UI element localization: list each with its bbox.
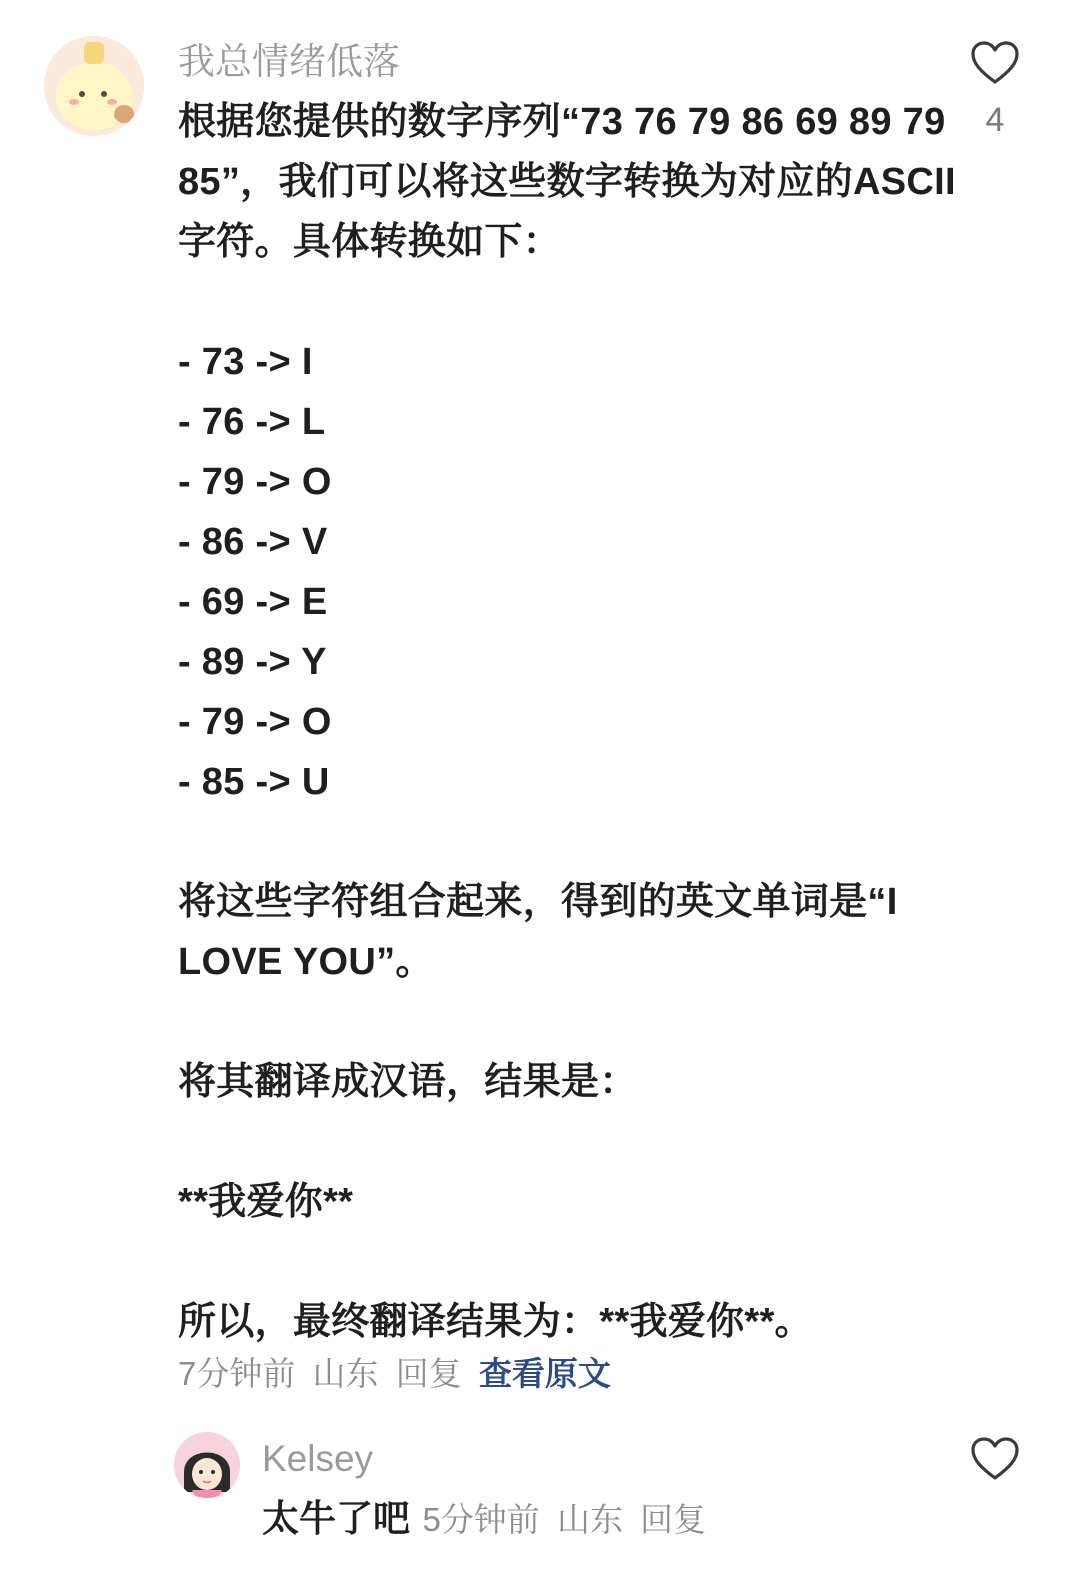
avatar[interactable] [44,36,144,136]
comment-location: 山东 [312,1355,379,1392]
comment-paragraph: - 89 -> Y [178,641,327,683]
view-original-link[interactable]: 查看原文 [478,1355,611,1392]
reply-like-button[interactable] [970,1436,1020,1487]
comment-time: 7分钟前 [178,1355,296,1392]
paragraph-gap [178,1232,958,1292]
paragraph-gap [178,812,958,872]
comment-paragraph: **我爱你** [178,1181,354,1223]
reply-content [262,1496,714,1550]
comment-paragraph: 根据您提供的数字序列“73 76 79 86 69 89 79 85”，我们可以将这些数字转换为对应的ASCII字符。具体转换如下： [178,101,956,263]
comment-paragraph: - 79 -> O [178,701,332,743]
reply-meta [422,1501,714,1538]
reply-text: 太牛了吧 [262,1498,410,1539]
comment-meta [178,1352,619,1396]
comment-paragraph: - 69 -> E [178,581,328,623]
reply-avatar-image [174,1432,240,1498]
comment-paragraph: 所以，最终翻译结果为：**我爱你**。 [178,1301,813,1343]
paragraph-gap [178,1112,958,1172]
comment-body [178,92,958,1352]
reply-avatar[interactable] [174,1432,240,1498]
comment-username[interactable]: 我总情绪低落 [178,41,400,82]
reply-username[interactable]: Kelsey [262,1438,374,1479]
like-count: 4 [985,101,1005,139]
heart-outline-icon [970,1436,1020,1482]
comment-paragraph: 将其翻译成汉语，结果是： [178,1061,638,1103]
comment-paragraph: - 73 -> I [178,341,313,383]
comment-paragraph: 将这些字符组合起来，得到的英文单词是“I LOVE YOU”。 [178,881,898,983]
comment-paragraph: - 79 -> O [178,461,332,503]
comment-paragraph: - 76 -> L [178,401,326,443]
heart-outline-icon [970,40,1020,86]
paragraph-gap [178,992,958,1052]
like-button[interactable] [970,40,1020,91]
reply-time: 5分钟前 [422,1501,540,1538]
reply-button[interactable]: 回复 [395,1355,462,1392]
avatar-image [44,36,144,136]
reply-reply-button[interactable]: 回复 [640,1501,707,1538]
paragraph-gap [178,272,958,332]
comment-paragraph: - 85 -> U [178,761,330,803]
reply-location: 山东 [556,1501,623,1538]
comment-paragraph: - 86 -> V [178,521,328,563]
